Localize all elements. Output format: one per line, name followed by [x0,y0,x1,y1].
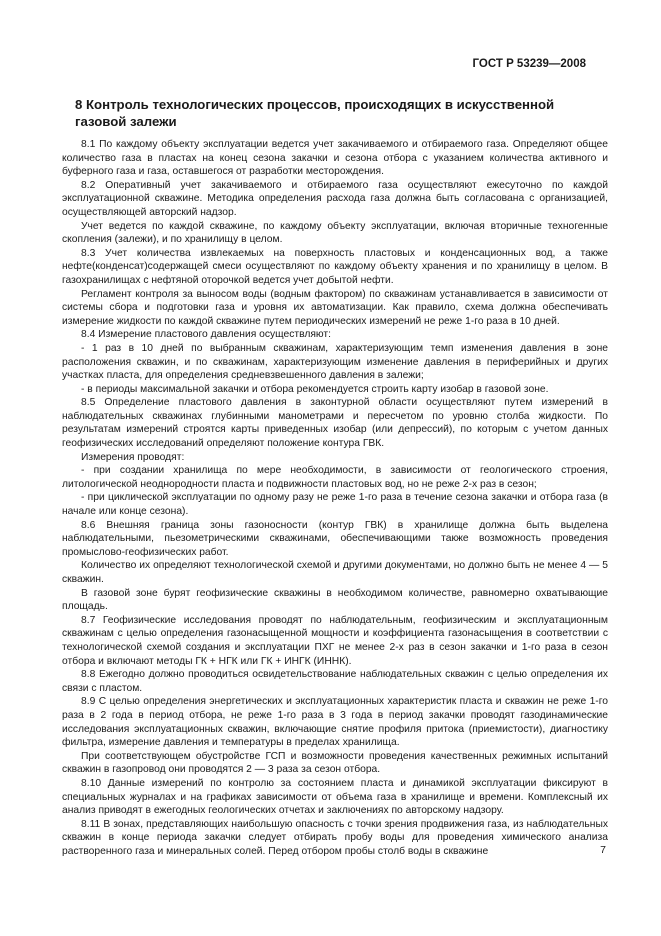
paragraph: Учет ведется по каждой скважине, по каждому объекту эксплуатации, включая вторичные техногенные скопления (залежи), и по хранилищу в целом. [62,220,608,246]
standard-number: ГОСТ Р 53239—2008 [472,58,586,70]
list-item: - 1 раз в 10 дней по выбранным скважинам, характеризующим темп изменения давления в зоне расположения скважин, и по скважинам, характеризующим изменение давления в периферийных и других участках пласта, для определения средневзвешенного давления в залежи; [62,342,608,382]
paragraph: 8.11 В зонах, представляющих наибольшую опасность с точки зрения продвижения газа, из наблюдательных скважин в конце периода закачки следует отбирать пробу воды для проведения химического анализа растворенного газа и минеральных солей. Перед отбором пробы столб воды в скважине [62,818,608,857]
paragraph: 8.10 Данные измерений по контролю за состоянием пласта и динамикой эксплуатации фиксируют в специальных журналах и на графиках зависимости от объема газа в хранилище и времени. Комплексный их анализ приводят в ежегодных геологических отчетах и заключениях по авторскому надзору. [62,777,608,817]
paragraph: 8.5 Определение пластового давления в законтурной области осуществляют путем измерений в наблюдательных скважинах глубинными манометрами и пересчетом по уровню столба жидкости. По результатам измерений строятся карты приведенных изобар (или депрессий), по которым с учетом данных геофизических исследований определяют положение контура ГВК. [62,397,608,450]
paragraph: В газовой зоне бурят геофизические скважины в необходимом количестве, равномерно охватывающие площадь. [62,587,608,613]
list-item: - в периоды максимальной закачки и отбора рекомендуется строить карту изобар в газовой зоне. [81,383,549,395]
paragraph: Измерения проводят: [81,451,185,463]
paragraph: Количество их определяют технологической схемой и другими документами, но должно быть не менее 4 — 5 скважин. [62,560,608,585]
list-item: - при создании хранилища по мере необходимости, в зависимости от геологического строения, литологической неоднородности пласта и подвижности пластовых вод, но не реже 2-х раз в сезон; [62,465,608,490]
paragraph: 8.3 Учет количества извлекаемых на поверхность пластовых и конденсационных вод, а также нефте(конденсат)содержащей смеси осуществляют по каждому объекту хранения и по хранилищу в целом. В газохранилищах с нефтяной оторочкой ведется учет добытой нефти. [62,247,608,286]
paragraph: Регламент контроля за выносом воды (водным фактором) по скважинам устанавливается в зависимости от системы сбора и подготовки газа и уровня их автоматизации. Как правило, схема должна обеспечивать измерение жидкости по каждой скважине путем периодических измерений не реже 1-го раза в 10 дней. [62,288,608,327]
paragraph: 8.8 Ежегодно должно проводиться освидетельствование наблюдательных скважин с целью определения их связи с пластом. [62,669,608,694]
paragraph: 8.9 С целью определения энергетических и эксплуатационных характеристик пласта и скважин не реже 1-го раза в 2 года в период отбора, не реже 1-го раза в 3 года в период закачки проводят газодинамические исследования эксплуатационных скважин, включающие снятие профиля притока (приемистости), диагностику фильтра, измерение давления и температуры в пределах хранилища. [62,696,608,749]
paragraph: 8.6 Внешняя граница зоны газоносности (контур ГВК) в хранилище должна быть выделена наблюдательными, пьезометрическими скважинами, обеспечивающими также возможность проведения промыслово-геофизических работ. [62,519,608,558]
list-item: - при циклической эксплуатации по одному разу не реже 1-го раза в течение сезона закачки и отбора газа (в начале или конце сезона). [62,492,608,518]
page-number: 7 [600,844,606,856]
paragraph: 8.2 Оперативный учет закачиваемого и отбираемого газа осуществляют ежесуточно по каждой эксплуатационной скважине. Методика определения расхода газа должна быть согласована с организацией, осуществляющей авторский надзор. [62,179,608,218]
paragraph: 8.7 Геофизические исследования проводят по наблюдательным, геофизическим и эксплуатационным скважинам с целью определения газонасыщенной мощности и коэффициента газонасыщения в соответствии с технологической схемой создания и эксплуатации ПХГ не менее 2-х раз в сезон закачки и 1-го раза в сезон отбора и включают методы ГК + НГК или ГК + ИНГК (ИННК). [62,614,608,667]
paragraph: 8.4 Измерение пластового давления осуществляют: [81,329,332,341]
document-body [62,138,608,858]
paragraph: 8.1 По каждому объекту эксплуатации ведется учет закачиваемого и отбираемого газа. Определяют общее количество газа в пластах на конец сезона закачки и сезона отбора с указанием количества активного и буферного газа и газа, оставшегося от разработки месторождения. [62,139,608,178]
section-heading: 8 Контроль технологических процессов, происходящих в искусственной газовой залежи [75,97,555,129]
paragraph: При соответствующем обустройстве ГСП и возможности проведения качественных режимных испытаний скважин в газопровод они проводятся 2 — 3 раза за сезон отбора. [62,750,608,776]
